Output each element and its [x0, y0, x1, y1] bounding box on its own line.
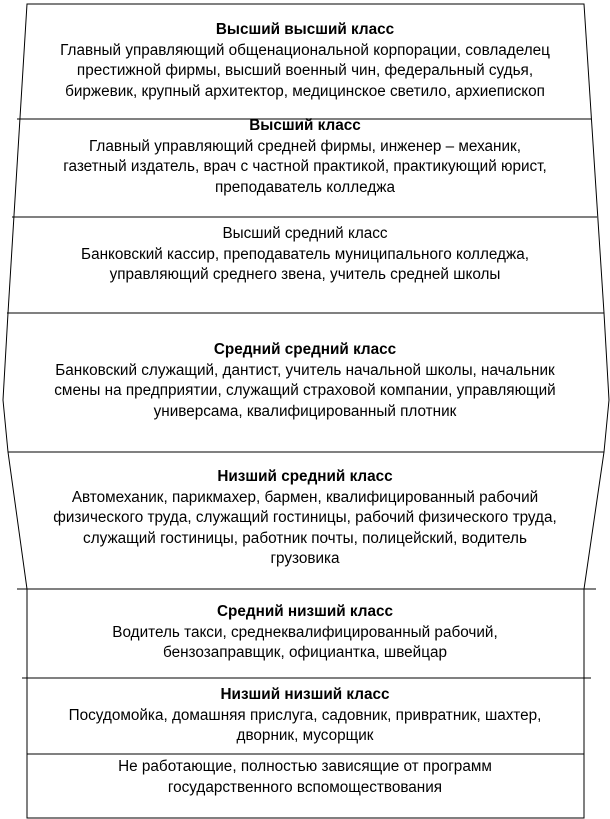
tier-line: служащий гостиницы, работник почты, полицейский, водитель [83, 529, 527, 547]
tier-title: Средний средний класс [213, 341, 397, 358]
tier-lower-lower [0, 685, 610, 747]
tier-lower-middle [0, 467, 610, 570]
tier-title: Низший низший класс [220, 686, 390, 703]
tier-line: престижной фирмы, высший военный чин, федеральный судья, [76, 62, 534, 80]
tier-line: Автомеханик, парикмахер, бармен, квалифицированный рабочий [71, 488, 539, 506]
tier-line: грузовика [270, 550, 340, 568]
tier-line: Банковский кассир, преподаватель муниципального колледжа, [81, 245, 529, 263]
tier-title: Высший высший класс [215, 21, 395, 38]
tier-line: Главный управляющий средней фирмы, инженер – механик, [88, 137, 521, 155]
tier-title: Высший класс [249, 117, 361, 134]
tier-upper [0, 116, 610, 198]
tier-title: Средний низший класс [216, 603, 394, 620]
tier-line: Не работающие, полностью зависящие от программ [118, 758, 492, 775]
tier-middle-lower [0, 602, 610, 664]
tier-line: газетный издатель, врач с частной практикой, практикующий юрист, [63, 158, 547, 176]
tier-line: биржевик, крупный архитектор, медицинское светило, архиепископ [65, 82, 545, 100]
tier-upper-middle [0, 224, 610, 286]
tier-line: дворник, мусорщик [236, 727, 374, 745]
tier-line: Посудомойка, домашняя прислуга, садовник, привратник, шахтер, [68, 706, 542, 724]
tier-upper-upper [0, 20, 610, 102]
tier-line: Банковский служащий, дантист, учитель начальной школы, начальник [55, 361, 555, 379]
tier-line: Главный управляющий общенациональной корпорации, совладелец [60, 41, 550, 59]
tier-line: преподаватель колледжа [214, 178, 395, 196]
tier-line: Водитель такси, среднеквалифицированный рабочий, [112, 623, 498, 641]
tier-line: управляющий среднего звена, учитель средней школы [109, 266, 501, 284]
tier-line: бензозаправщик, официантка, швейцар [163, 644, 447, 662]
tier-line: смены на предприятии, служащий страховой компании, управляющий [54, 382, 556, 400]
tier-title: Высший средний класс [222, 225, 388, 242]
tier-line: физического труда, служащий гостиницы, рабочий физического труда, [53, 509, 557, 527]
tier-line: государственного вспомоществования [167, 778, 443, 796]
tier-title: Низший средний класс [217, 468, 393, 485]
tier-middle-middle [0, 340, 610, 422]
tier-line: универсама, квалифицированный плотник [153, 402, 457, 420]
tier-unemployed [0, 757, 610, 798]
